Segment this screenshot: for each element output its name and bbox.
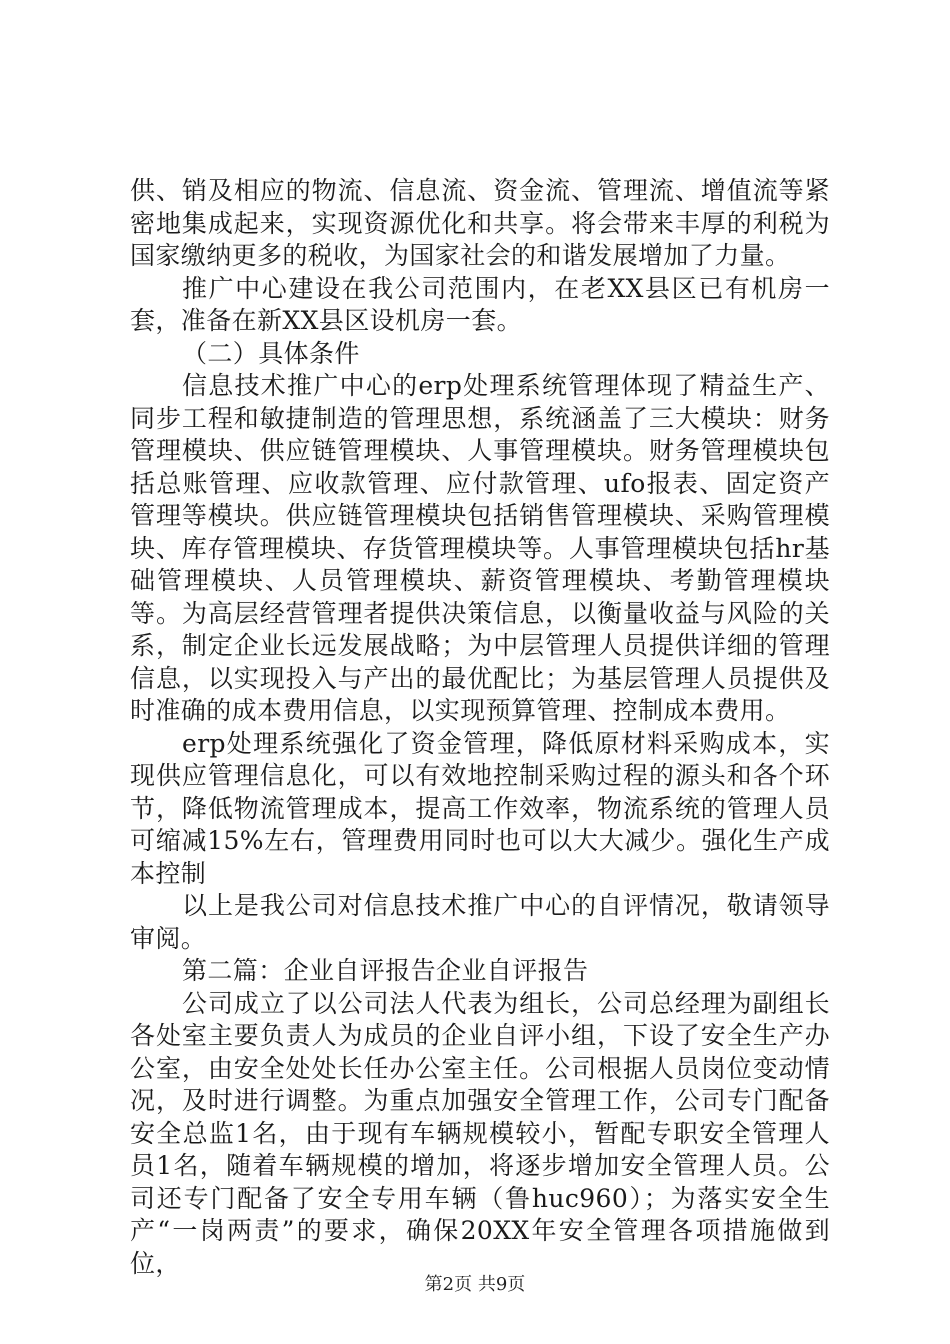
section-heading-conditions: （二）具体条件 <box>182 338 360 368</box>
paragraph-self-evaluation-team: 公司成立了以公司法人代表为组长，公司总经理为副组长各处室主要负责人为成员的企业自评小组，下设了安全生产办公室，由安全处处长任办公室主任。公司根据人员岗位变动情况，及时进行调整。为重点加强安全管理工作，公司专门配备安全总监1名，由于现有车辆规模较小，暂配专职安全管理人员1名，随着车辆规模的增加，将逐步增加安全管理人员。公司还专门配备了安全专用车辆（鲁huc960）；为落实安全生产“一岗两责”的要求，确保20XX年安全管理各项措施做到位， <box>130 988 830 1278</box>
paragraph-location: 推广中心建设在我公司范围内，在老XX县区已有机房一套，准备在新XX县区设机房一套。 <box>130 273 830 335</box>
paragraph-continuation: 供、销及相应的物流、信息流、资金流、管理流、增值流等紧密地集成起来，实现资源优化和共享。将会带来丰厚的利税为国家缴纳更多的税收，为国家社会的和谐发展增加了力量。 <box>130 176 830 270</box>
document-body <box>130 175 830 1280</box>
page-footer: 第2页 共9页 <box>424 1274 526 1295</box>
section-heading-chapter-two: 第二篇：企业自评报告企业自评报告 <box>182 956 589 985</box>
paragraph-erp-benefits: erp处理系统强化了资金管理，降低原材料采购成本，实现供应管理信息化，可以有效地控制采购过程的源头和各个环节，降低物流管理成本，提高工作效率，物流系统的管理人员可缩减15%左右，管理费用同时也可以大大减少。强化生产成本控制 <box>130 728 830 888</box>
paragraph-conclusion: 以上是我公司对信息技术推广中心的自评情况，敬请领导审阅。 <box>130 891 830 953</box>
paragraph-erp-modules: 信息技术推广中心的erp处理系统管理体现了精益生产、同步工程和敏捷制造的管理思想，系统涵盖了三大模块：财务管理模块、供应链管理模块、人事管理模块。财务管理模块包括总账管理、应收款管理、应付款管理、ufo报表、固定资产管理等模块。供应链管理模块包括销售管理模块、采购管理模块、库存管理模块、存货管理模块等。人事管理模块包括hr基础管理模块、人员管理模块、薪资管理模块、考勤管理模块等。为高层经营管理者提供决策信息，以衡量收益与风险的关系，制定企业长远发展战略；为中层管理人员提供详细的管理信息，以实现投入与产出的最优配比；为基层管理人员提供及时准确的成本费用信息，以实现预算管理、控制成本费用。 <box>130 371 830 725</box>
